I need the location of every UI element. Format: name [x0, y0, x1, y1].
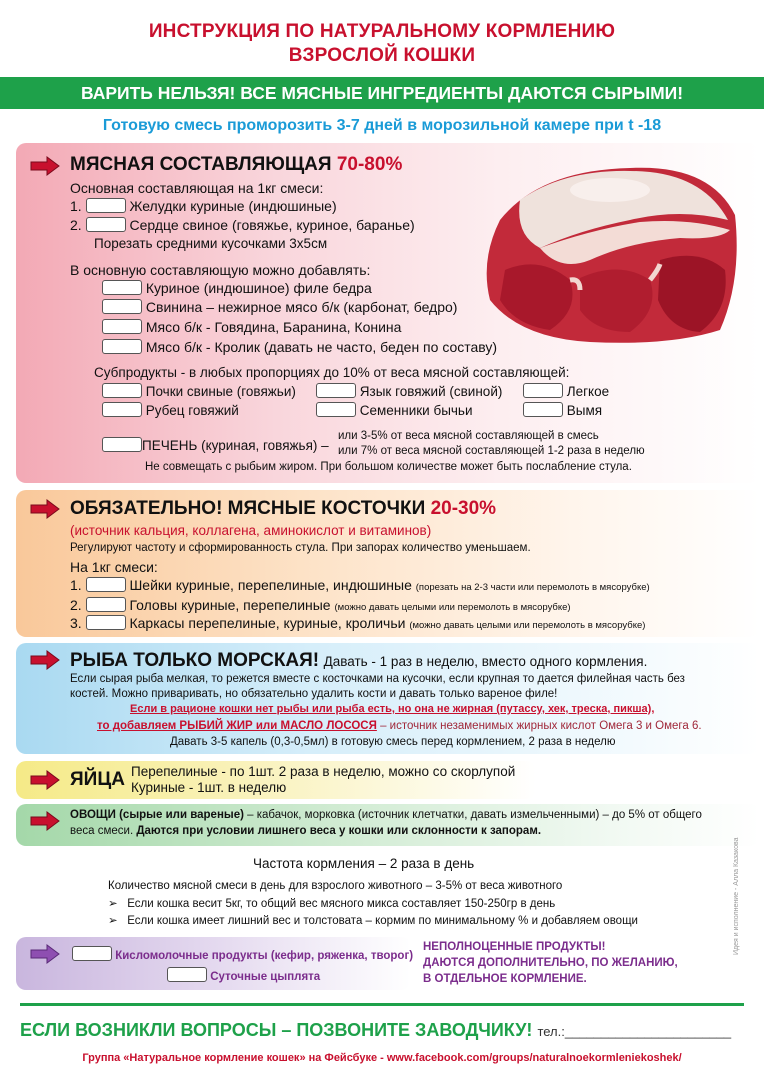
fish-warning-2: то добавляем РЫБИЙ ЖИР или МАСЛО ЛОСОСЯ – источник незаменимых жирных кислот Омега 3 и Омега 6.	[97, 720, 702, 732]
list-item: Рубец говяжий	[102, 402, 239, 418]
fish-text-1: Если сырая рыба мелкая, то режется вместе с косточками на кусочки, если крупная то дается филейная часть без	[70, 673, 685, 685]
divider	[20, 1003, 744, 1006]
checkbox[interactable]	[86, 217, 126, 232]
arrow-right-icon	[30, 944, 60, 964]
arrow-right-icon	[30, 811, 60, 831]
list-item: 1. Желудки куриные (индюшиные)	[70, 198, 337, 214]
checkbox[interactable]	[102, 383, 142, 398]
dairy-item: Кисломолочные продукты (кефир, ряженка, творог)	[72, 946, 413, 962]
meat-add-intro: В основную составляющую можно добавлять:	[70, 262, 371, 278]
feeding-frequency: Частота кормления – 2 раза в день	[253, 856, 475, 871]
list-item: Куриное (индюшиное) филе бедра	[102, 280, 372, 296]
liver-rule-2: или 7% от веса мясной составляющей 1-2 раза в неделю	[338, 445, 645, 457]
fish-heading: РЫБА ТОЛЬКО МОРСКАЯ! Давать - 1 раз в неделю, вместо одного кормления.	[70, 650, 648, 671]
eggs-line-1: Перепелиные - по 1шт. 2 раза в неделю, можно со скорлупой	[131, 764, 516, 779]
veg-line-1: ОВОЩИ (сырые или вареные) – кабачок, морковка (источник клетчатки, давать измельченными) – до 5% от общего	[70, 809, 702, 821]
eggs-line-2: Куриные - 1шт. в неделю	[131, 780, 287, 795]
list-item: Мясо б/к - Кролик (давать не часто, беден по составу)	[102, 339, 497, 355]
checkbox[interactable]	[102, 437, 142, 452]
offal-intro: Субпродукты - в любых пропорциях до 10% от веса мясной составляющей:	[94, 365, 570, 380]
fish-dose: Давать 3-5 капель (0,3-0,5мл) в готовую смесь перед кормлением, 2 раза в неделю	[170, 736, 616, 748]
checkbox[interactable]	[523, 383, 563, 398]
checkbox[interactable]	[102, 402, 142, 417]
feeding-amount: Количество мясной смеси в день для взрослого животного – 3-5% от веса животного	[108, 880, 563, 892]
liver-rule-1: или 3-5% от веса мясной составляющей в смесь	[338, 430, 599, 442]
checkbox[interactable]	[86, 615, 126, 630]
liver-warning: Не совмещать с рыбьим жиром. При большом количестве может быть послабление стула.	[145, 461, 632, 473]
list-item: Почки свиные (говяжьи)	[102, 383, 296, 399]
list-item: ➢ Если кошка весит 5кг, то общий вес мясного микса составляет 150-250гр в день	[108, 898, 556, 910]
checkbox[interactable]	[523, 402, 563, 417]
meat-heading: МЯСНАЯ СОСТАВЛЯЮЩАЯ 70-80%	[70, 154, 403, 175]
chicks-item: Суточные цыплята	[167, 967, 320, 983]
list-item: Язык говяжий (свиной)	[316, 383, 502, 399]
extras-note-1: НЕПОЛНОЦЕННЫЕ ПРОДУКТЫ!	[423, 941, 606, 953]
meat-base-intro: Основная составляющая на 1кг смеси:	[70, 180, 324, 196]
bones-note: Регулируют частоту и сформированность стула. При запорах количество уменьшаем.	[70, 542, 531, 554]
checkbox[interactable]	[86, 198, 126, 213]
bullet-arrow-icon: ➢	[108, 898, 118, 910]
freeze-note: Готовую смесь проморозить 3-7 дней в морозильной камере при t -18	[102, 117, 662, 134]
checkbox[interactable]	[72, 946, 112, 961]
bones-heading: ОБЯЗАТЕЛЬНО! МЯСНЫЕ КОСТОЧКИ 20-30%	[70, 498, 497, 519]
raw-meat-image	[480, 160, 742, 346]
list-item: Вымя	[523, 402, 602, 418]
bones-percent: 20-30%	[430, 498, 497, 519]
checkbox[interactable]	[316, 383, 356, 398]
checkbox[interactable]	[86, 577, 126, 592]
checkbox[interactable]	[102, 319, 142, 334]
list-item: Легкое	[523, 383, 609, 399]
checkbox[interactable]	[167, 967, 207, 982]
arrow-right-icon	[30, 770, 60, 790]
footer-link[interactable]: Группа «Натуральное кормление кошек» на Фейсбуке - www.facebook.com/groups/naturalnoekormleniekoshek/	[82, 1052, 682, 1064]
contact-call: ЕСЛИ ВОЗНИКЛИ ВОПРОСЫ – ПОЗВОНИТЕ ЗАВОДЧИКУ! тел.:_______________________	[20, 1020, 732, 1040]
list-item: Свинина – нежирное мясо б/к (карбонат, бедро)	[102, 299, 457, 315]
bones-intro: На 1кг смеси:	[70, 559, 158, 575]
checkbox[interactable]	[86, 597, 126, 612]
list-item: Семенники бычьи	[316, 402, 473, 418]
eggs-heading: ЯЙЦА	[70, 769, 125, 790]
meat-percent: 70-80%	[336, 154, 403, 175]
liver-item: ПЕЧЕНЬ (куриная, говяжья) –	[102, 437, 329, 453]
fish-text-2: костей. Можно приваривать, но обязательно удалить кости и давать только вареное филе!	[70, 688, 558, 700]
page-title-line2: ВЗРОСЛОЙ КОШКИ	[288, 45, 476, 66]
checkbox[interactable]	[102, 280, 142, 295]
arrow-right-icon	[30, 499, 60, 519]
fish-frequency: Давать - 1 раз в неделю, вместо одного кормления.	[323, 654, 648, 669]
list-item: 2. Головы куриные, перепелиные (можно давать целыми или перемолоть в мясорубке)	[70, 597, 571, 613]
author-credit: Идея и исполнение - Алла Казакова	[733, 837, 740, 955]
bullet-arrow-icon: ➢	[108, 915, 118, 927]
arrow-right-icon	[30, 156, 60, 176]
list-item: ➢ Если кошка имеет лишний вес и толстовата – кормим по минимальному % и добавляем овощи	[108, 915, 638, 927]
fish-warning-1: Если в рационе кошки нет рыбы или рыба есть, но она не жирная (путассу, хек, треска, пикша),	[130, 703, 655, 715]
list-item: Мясо б/к - Говядина, Баранина, Конина	[102, 319, 401, 335]
veg-line-2: веса смеси. Даются при условии лишнего веса у кошки или склонности к запорам.	[70, 825, 542, 837]
bones-source: (источник кальция, коллагена, аминокислот и витаминов)	[70, 523, 432, 538]
phone-blank: _______________________	[564, 1024, 732, 1039]
list-item: 1. Шейки куриные, перепелиные, индюшиные (порезать на 2-3 части или перемолоть в мясорубке)	[70, 577, 650, 593]
cut-note: Порезать средними кусочками 3х5см	[94, 236, 328, 251]
list-item: 3. Каркасы перепелиные, куриные, кроличьи (можно давать целыми или перемолоть в мясорубке)	[70, 615, 646, 631]
extras-note-3: В ОТДЕЛЬНОЕ КОРМЛЕНИЕ.	[423, 973, 587, 985]
extras-note-2: ДАЮТСЯ ДОПОЛНИТЕЛЬНО, ПО ЖЕЛАНИЮ,	[423, 957, 678, 969]
list-item: 2. Сердце свиное (говяжье, куриное, баранье)	[70, 217, 415, 233]
checkbox[interactable]	[316, 402, 356, 417]
arrow-right-icon	[30, 650, 60, 670]
raw-only-banner: ВАРИТЬ НЕЛЬЗЯ! ВСЕ МЯСНЫЕ ИНГРЕДИЕНТЫ ДАЮТСЯ СЫРЫМИ!	[0, 77, 764, 109]
checkbox[interactable]	[102, 299, 142, 314]
checkbox[interactable]	[102, 339, 142, 354]
page-title-line1: ИНСТРУКЦИЯ ПО НАТУРАЛЬНОМУ КОРМЛЕНИЮ	[148, 21, 616, 42]
